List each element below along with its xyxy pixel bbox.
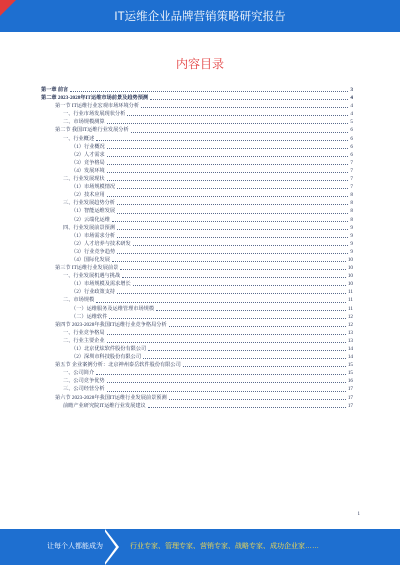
- toc-entry-label: 一、公司简介: [63, 370, 95, 377]
- toc-entry[interactable]: [41, 126, 353, 134]
- toc-leader-dots: [107, 123, 348, 124]
- toc-entry[interactable]: [41, 288, 353, 296]
- toc-entry-label: （3）行业竞争趋势: [71, 248, 116, 255]
- toc-leader-dots: [112, 221, 348, 222]
- toc-entry-page: 10: [347, 273, 353, 280]
- toc-entry-page: 10: [347, 281, 353, 288]
- toc-leader-dots: [117, 237, 348, 238]
- toc-entry-label: 第六节 2023-2028年我国IT运维行业发展前景预测: [55, 394, 167, 401]
- footer-slogan-left: 让每个人都能成为: [47, 543, 103, 550]
- toc-entry[interactable]: [41, 256, 353, 264]
- toc-entry-page: 17: [347, 386, 353, 393]
- toc-leader-dots: [169, 399, 346, 400]
- footer-banner: [0, 529, 400, 565]
- toc-entry[interactable]: [41, 175, 353, 183]
- toc-entry-page: 14: [347, 346, 353, 352]
- toc-leader-dots: [127, 115, 348, 116]
- toc-entry-page: 11: [348, 297, 353, 304]
- toc-entry-page: 6: [350, 135, 353, 142]
- toc-entry-label: 第二节 我国IT运维行业发展分析: [55, 127, 129, 134]
- toc-leader-dots: [107, 382, 346, 383]
- toc-entry-page: 5: [350, 119, 353, 126]
- toc-entry-label: 第二章 2023-2028年IT运维市场前景及趋势预测: [41, 95, 149, 102]
- toc-entry-label: （二）运维软件: [71, 313, 108, 320]
- toc-entry-page: 9: [350, 232, 353, 239]
- toc-entry-label: （2）深圳市科技股份有限公司: [71, 354, 142, 361]
- toc-entry[interactable]: [41, 159, 353, 167]
- toc-leader-dots: [109, 318, 346, 319]
- toc-entry[interactable]: [41, 377, 353, 385]
- toc-entry[interactable]: [41, 110, 353, 118]
- toc-entry-page: 13: [347, 337, 353, 344]
- toc-entry-label: 一、行业竞争格局: [63, 329, 105, 336]
- toc-entry-label: （2）人才需求: [71, 151, 105, 158]
- toc-entry-label: （2）人才培养与技术研发: [71, 240, 131, 247]
- toc-entry[interactable]: [41, 207, 353, 215]
- toc-entry[interactable]: [41, 264, 353, 272]
- toc-entry-page: 17: [347, 394, 353, 401]
- toc-leader-dots: [133, 285, 346, 286]
- toc-leader-dots: [156, 310, 346, 311]
- toc-entry-page: 3: [350, 87, 353, 93]
- toc-entry-page: 12: [347, 313, 353, 320]
- toc-heading: 内容目录: [175, 57, 224, 71]
- toc-entry-label: （4）发展环境: [71, 167, 105, 174]
- toc-entry-page: 9: [350, 240, 353, 247]
- report-header-bar: [0, 0, 400, 32]
- toc-entry[interactable]: [41, 305, 353, 313]
- toc-entry[interactable]: [41, 167, 353, 175]
- toc-entry[interactable]: [41, 232, 353, 240]
- toc-entry[interactable]: [41, 385, 353, 393]
- toc-entry-page: 6: [350, 143, 353, 150]
- toc-entry-label: （1）市场规模情况: [71, 184, 116, 191]
- toc-entry-label: 三、行业发展趋势分析: [63, 200, 115, 207]
- toc-entry-page: 10: [347, 256, 353, 263]
- toc-entry-label: 四、行业发展前景预测: [63, 224, 115, 231]
- toc-leader-dots: [107, 334, 346, 335]
- toc-entry-label: （一）运维服务及运维管理市场规模: [71, 305, 155, 312]
- toc-entry-label: 一、行业发展机遇与挑战: [63, 273, 121, 280]
- toc-entry-page: 7: [350, 176, 353, 183]
- toc-leader-dots: [183, 366, 346, 367]
- toc-leader-dots: [96, 374, 346, 375]
- footer-slogan-right: 行业专家、管理专家、营销专家、战略专家、成功企业家……: [130, 543, 319, 550]
- toc-leader-dots: [133, 245, 348, 246]
- toc-entry[interactable]: [41, 102, 353, 110]
- toc-entry-page: 14: [347, 354, 353, 361]
- toc-leader-dots: [107, 148, 348, 149]
- toc-entry-label: 二、市场规模测算: [63, 119, 105, 126]
- toc-entry-label: （4）国际化发展: [71, 256, 110, 263]
- toc-entry-page: 12: [347, 321, 353, 328]
- page-number: 1: [357, 512, 360, 517]
- toc-entry[interactable]: [41, 361, 353, 369]
- toc-entry-page: 16: [347, 378, 353, 385]
- toc-entry-label: 二、行业主要企业: [63, 337, 105, 344]
- toc-leader-dots: [150, 99, 348, 100]
- toc-entry[interactable]: [41, 402, 353, 410]
- toc-leader-dots: [148, 407, 346, 408]
- toc-entry-label: （2）技术应用: [71, 192, 105, 199]
- toc-entry[interactable]: [41, 183, 353, 191]
- toc-entry[interactable]: [41, 394, 353, 402]
- toc-leader-dots: [107, 172, 348, 173]
- toc-entry-label: 二、市场规模: [63, 297, 95, 304]
- toc-entry-page: 4: [350, 95, 353, 102]
- toc-entry[interactable]: [41, 216, 353, 224]
- toc-entry[interactable]: [41, 191, 353, 199]
- toc-entry-page: 10: [347, 265, 353, 272]
- toc-entry-label: 二、公司竞争优势: [63, 378, 105, 385]
- toc-entry-label: （1）市场需求分析: [71, 232, 116, 239]
- toc-entry-page: 13: [347, 329, 353, 336]
- toc-entry-page: 7: [350, 184, 353, 191]
- toc-entry-page: 8: [350, 208, 353, 215]
- toc-leader-dots: [107, 164, 348, 165]
- table-of-contents: [41, 86, 353, 410]
- toc-leader-dots: [143, 358, 346, 359]
- toc-leader-dots: [96, 302, 346, 303]
- toc-entry-page: 4: [350, 103, 353, 110]
- toc-leader-dots: [117, 213, 348, 214]
- toc-leader-dots: [112, 261, 346, 262]
- toc-entry-page: 6: [350, 127, 353, 134]
- toc-entry[interactable]: [41, 248, 353, 256]
- toc-leader-dots: [148, 350, 346, 351]
- toc-entry-label: 前瞻产业研究院IT运维行业发展建议: [63, 402, 146, 409]
- toc-entry-label: 一、行业概述: [63, 135, 95, 142]
- toc-entry[interactable]: [41, 345, 353, 353]
- toc-entry[interactable]: [41, 369, 353, 377]
- toc-entry-label: 第四节 2023-2028年我国IT运维行业竞争格局分析: [55, 321, 167, 328]
- toc-entry[interactable]: [41, 151, 353, 159]
- toc-entry[interactable]: [41, 135, 353, 143]
- toc-leader-dots: [117, 293, 346, 294]
- toc-entry-label: 第三节 IT运维行业发展前景: [55, 265, 119, 272]
- toc-leader-dots: [117, 229, 348, 230]
- toc-entry-label: （2）行业政策支持: [71, 289, 116, 296]
- toc-leader-dots: [141, 107, 348, 108]
- toc-entry[interactable]: [41, 337, 353, 345]
- toc-entry-label: （1）市场规模及需求增长: [71, 281, 131, 288]
- toc-entry[interactable]: [41, 94, 353, 102]
- toc-leader-dots: [117, 204, 348, 205]
- toc-leader-dots: [117, 188, 348, 189]
- toc-entry-label: 第一章 前言: [41, 87, 69, 93]
- toc-leader-dots: [107, 180, 348, 181]
- toc-entry-page: 8: [350, 216, 353, 223]
- toc-entry[interactable]: [41, 272, 353, 280]
- toc-leader-dots: [131, 132, 348, 133]
- toc-leader-dots: [107, 342, 346, 343]
- toc-leader-dots: [117, 253, 348, 254]
- toc-entry-page: 11: [348, 305, 353, 312]
- toc-entry-label: （1）北京优炫软件股份有限公司: [71, 346, 147, 352]
- toc-entry-label: 第五节 企业案例分析：北京神州泰岳软件股份有限公司: [55, 362, 181, 369]
- toc-entry-page: 15: [347, 362, 353, 369]
- toc-entry-page: 9: [350, 248, 353, 255]
- toc-leader-dots: [107, 196, 348, 197]
- toc-leader-dots: [122, 277, 346, 278]
- toc-entry[interactable]: [41, 143, 353, 151]
- toc-entry[interactable]: [41, 280, 353, 288]
- toc-entry-label: （1）智能运维发展: [71, 208, 116, 215]
- toc-entry[interactable]: [41, 353, 353, 361]
- toc-entry-page: 17: [347, 402, 353, 409]
- report-title: IT运维企业品牌营销策略研究报告: [114, 11, 286, 23]
- toc-leader-dots: [107, 156, 348, 157]
- toc-entry[interactable]: [41, 321, 353, 329]
- toc-leader-dots: [169, 326, 346, 327]
- toc-entry[interactable]: [41, 329, 353, 337]
- toc-entry-label: 三、公司经营分析: [63, 386, 105, 393]
- toc-entry-page: 7: [350, 159, 353, 166]
- toc-entry-page: 11: [348, 289, 353, 296]
- toc-entry[interactable]: [41, 296, 353, 304]
- toc-entry-label: 一、行业市场发展现状分析: [63, 111, 126, 118]
- footer-chevron-inner: [103, 529, 116, 565]
- toc-leader-dots: [107, 391, 346, 392]
- toc-leader-dots: [120, 269, 346, 270]
- toc-entry-page: 15: [347, 370, 353, 377]
- toc-entry[interactable]: [41, 118, 353, 126]
- toc-entry-label: 二、行业发展现状: [63, 176, 105, 183]
- toc-entry-page: 7: [350, 167, 353, 174]
- toc-entry-label: （3）竞争格局: [71, 159, 105, 166]
- toc-entry[interactable]: [41, 86, 353, 94]
- toc-entry-page: 8: [350, 192, 353, 199]
- toc-entry-page: 8: [350, 200, 353, 207]
- toc-entry-page: 6: [350, 151, 353, 158]
- toc-leader-dots: [96, 140, 348, 141]
- toc-entry[interactable]: [41, 240, 353, 248]
- toc-entry-label: 第一节 IT运维行业宏观市场环境分析: [55, 103, 140, 110]
- toc-leader-dots: [70, 91, 348, 92]
- toc-entry-page: 4: [350, 111, 353, 118]
- toc-entry-label: （2）云端化运维: [71, 216, 110, 223]
- toc-entry[interactable]: [41, 313, 353, 321]
- toc-entry[interactable]: [41, 224, 353, 232]
- toc-entry-page: 9: [350, 224, 353, 231]
- toc-entry-label: （1）行业概况: [71, 143, 105, 150]
- toc-entry[interactable]: [41, 199, 353, 207]
